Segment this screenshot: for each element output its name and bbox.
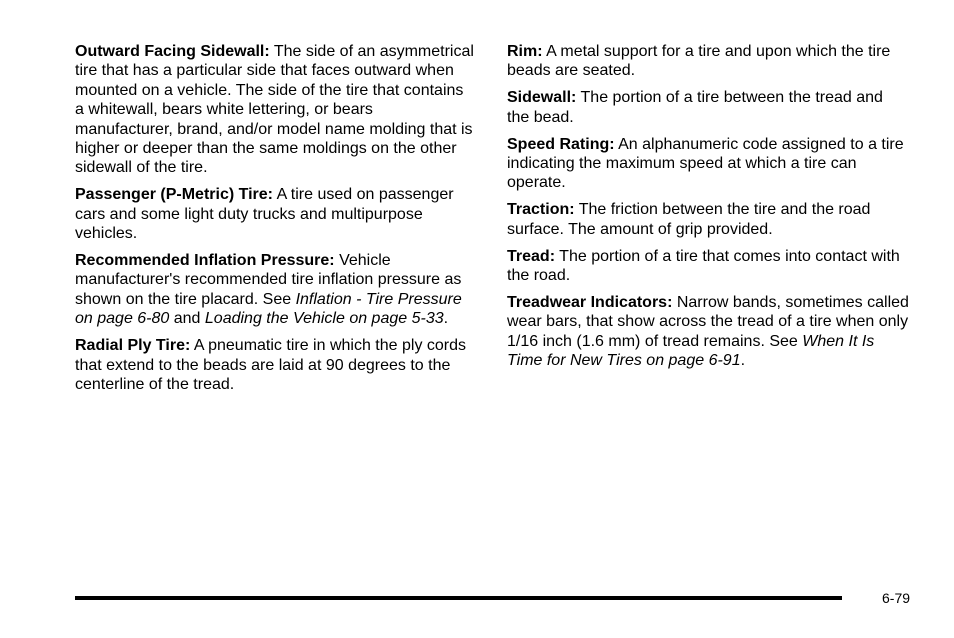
glossary-entry-treadwear-indicators (507, 293, 909, 371)
glossary-definition: An alphanumeric code assigned to a tire indicating the maximum speed at which a tire can operate. (507, 135, 904, 192)
glossary-term: Speed Rating: (507, 135, 615, 153)
glossary-definition: The side of an asymmetrical tire that has a particular side that faces outward when mounted on a vehicle. The side of the tire that contains a whitewall, bears white lettering, or bears manufacturer, brand, and/or model name molding that is higher or deeper than the same moldings on the other sidewall of the tire. (75, 43, 474, 177)
glossary-definition: A metal support for a tire and upon which the tire beads are seated. (507, 43, 891, 80)
glossary-term: Traction: (507, 201, 575, 219)
glossary-entry-traction (507, 200, 909, 239)
glossary-entry-sidewall (507, 88, 909, 127)
glossary-definition-connector: and (169, 310, 205, 328)
right-column (507, 42, 909, 378)
cross-reference-link[interactable]: Inflation - Tire Pressure on page 6-80 (75, 290, 462, 328)
glossary-definition: The portion of a tire that comes into contact with the road. (507, 247, 900, 285)
glossary-entry-tread (507, 247, 909, 286)
glossary-entry-radial-ply-tire (75, 336, 475, 394)
cross-reference-link[interactable]: When It Is Time for New Tires on page 6-91 (507, 332, 875, 370)
glossary-entry-speed-rating (507, 135, 909, 193)
glossary-definition-end: . (443, 310, 449, 328)
glossary-entry-passenger-tire (75, 185, 475, 243)
glossary-definition: Narrow bands, sometimes called wear bars, that show across the tread of a tire when only 1/16 inch (1.6 mm) of tread remains. See (507, 293, 909, 350)
glossary-term: Rim: (507, 43, 543, 60)
glossary-definition: A pneumatic tire in which the ply cords that extend to the beads are laid at 90 degrees to the centerline of the tread. (75, 337, 467, 393)
glossary-definition-end: . (740, 352, 746, 370)
glossary-entry-recommended-inflation-pressure (75, 251, 475, 329)
glossary-term: Recommended Inflation Pressure: (75, 252, 335, 270)
glossary-definition: The friction between the tire and the road surface. The amount of grip provided. (507, 201, 871, 238)
glossary-entry-rim (507, 42, 909, 81)
left-column (75, 42, 475, 402)
glossary-definition: Vehicle manufacturer's recommended tire inflation pressure as shown on the tire placard. See (75, 252, 462, 308)
glossary-term: Outward Facing Sidewall: (75, 43, 270, 60)
glossary-term: Treadwear Indicators: (507, 293, 673, 311)
cross-reference-link[interactable]: Loading the Vehicle on page 5-33 (204, 310, 444, 328)
glossary-term: Tread: (507, 247, 556, 265)
footer-rule (75, 596, 842, 600)
glossary-term: Passenger (P-Metric) Tire: (75, 186, 273, 204)
glossary-definition: A tire used on passenger cars and some light duty trucks and multipurpose vehicles. (75, 186, 454, 243)
glossary-entry-outward-facing-sidewall (75, 42, 475, 178)
glossary-term: Sidewall: (507, 89, 577, 107)
page-number: 6-79 (882, 590, 911, 606)
glossary-term: Radial Ply Tire: (75, 337, 191, 355)
glossary-definition: The portion of a tire between the tread and the bead. (507, 89, 883, 126)
